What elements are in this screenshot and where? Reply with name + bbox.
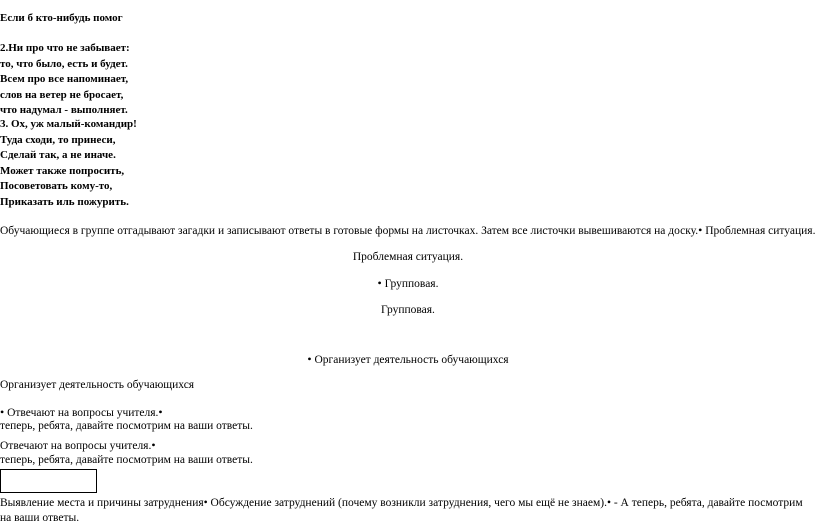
- riddle2-line: слов на ветер не бросает,: [0, 88, 124, 101]
- bullet-icon: •: [0, 405, 5, 419]
- bullet-icon: •: [698, 223, 703, 237]
- riddle2-line: что надумал - выполняет.: [0, 104, 128, 117]
- lets-look-line: теперь, ребята, давайте посмотрим на ваши ответы.: [0, 454, 253, 466]
- riddle2-line: Всем про все напоминает,: [0, 73, 129, 86]
- answer-questions-text: Отвечают на вопросы учителя.: [7, 407, 159, 419]
- answer-bullet-line: [0, 405, 163, 420]
- group-form-heading: Групповая.: [381, 304, 435, 316]
- riddle3-line: Приказать иль пожурить.: [0, 196, 129, 208]
- riddle3-line: Туда сходи, то принеси,: [0, 133, 116, 146]
- bullet-icon: •: [377, 276, 382, 290]
- riddle3-line: Может также попросить,: [0, 164, 125, 177]
- group-form-text: Групповая.: [384, 278, 439, 290]
- bullet-icon: •: [158, 405, 163, 419]
- empty-table-cell: [0, 469, 97, 493]
- answer-questions-text: Отвечают на вопросы учителя.: [0, 440, 152, 452]
- bullet-icon: •: [151, 438, 156, 452]
- riddle3-line: Сделай так, а не иначе.: [0, 149, 116, 162]
- bullet-icon: •: [307, 352, 312, 366]
- riddle2-line: то, что было, есть и будет.: [0, 57, 128, 70]
- organizes-line: Организует деятельность обучающихся: [0, 379, 195, 391]
- final-paragraph: Выявление места и причины затруднения• Обсуждение затруднений (почему возникли затруднения, чего мы ещё не знаем).• - А теперь, ребята, давайте посмотрим на ваши ответы.: [0, 497, 803, 524]
- answer-line: [0, 438, 156, 453]
- riddle3-line: 3. Ох, уж малый-командир!: [0, 118, 137, 130]
- organizes-bullet-line: [0, 352, 816, 367]
- problem-situation-heading: Проблемная ситуация.: [352, 251, 464, 263]
- group-form-bullet-line: [0, 276, 816, 291]
- organizes-text: Организует деятельность обучающихся: [314, 354, 509, 366]
- riddle1-last-line: Если б кто-нибудь помог: [0, 12, 123, 24]
- students-activity-line: [0, 223, 815, 238]
- problem-situation-text: Проблемная ситуация.: [705, 225, 816, 237]
- lets-look-line: теперь, ребята, давайте посмотрим на ваши ответы.: [0, 420, 253, 432]
- students-activity-text: Обучающиеся в группе отгадывают загадки и записывают ответы в готовые формы на листочках. Затем все листочки вывешиваются на доску.: [0, 225, 699, 237]
- riddle3-line: Посоветовать кому-то,: [0, 180, 113, 193]
- riddle2-line: 2.Ни про что не забывает:: [0, 42, 130, 54]
